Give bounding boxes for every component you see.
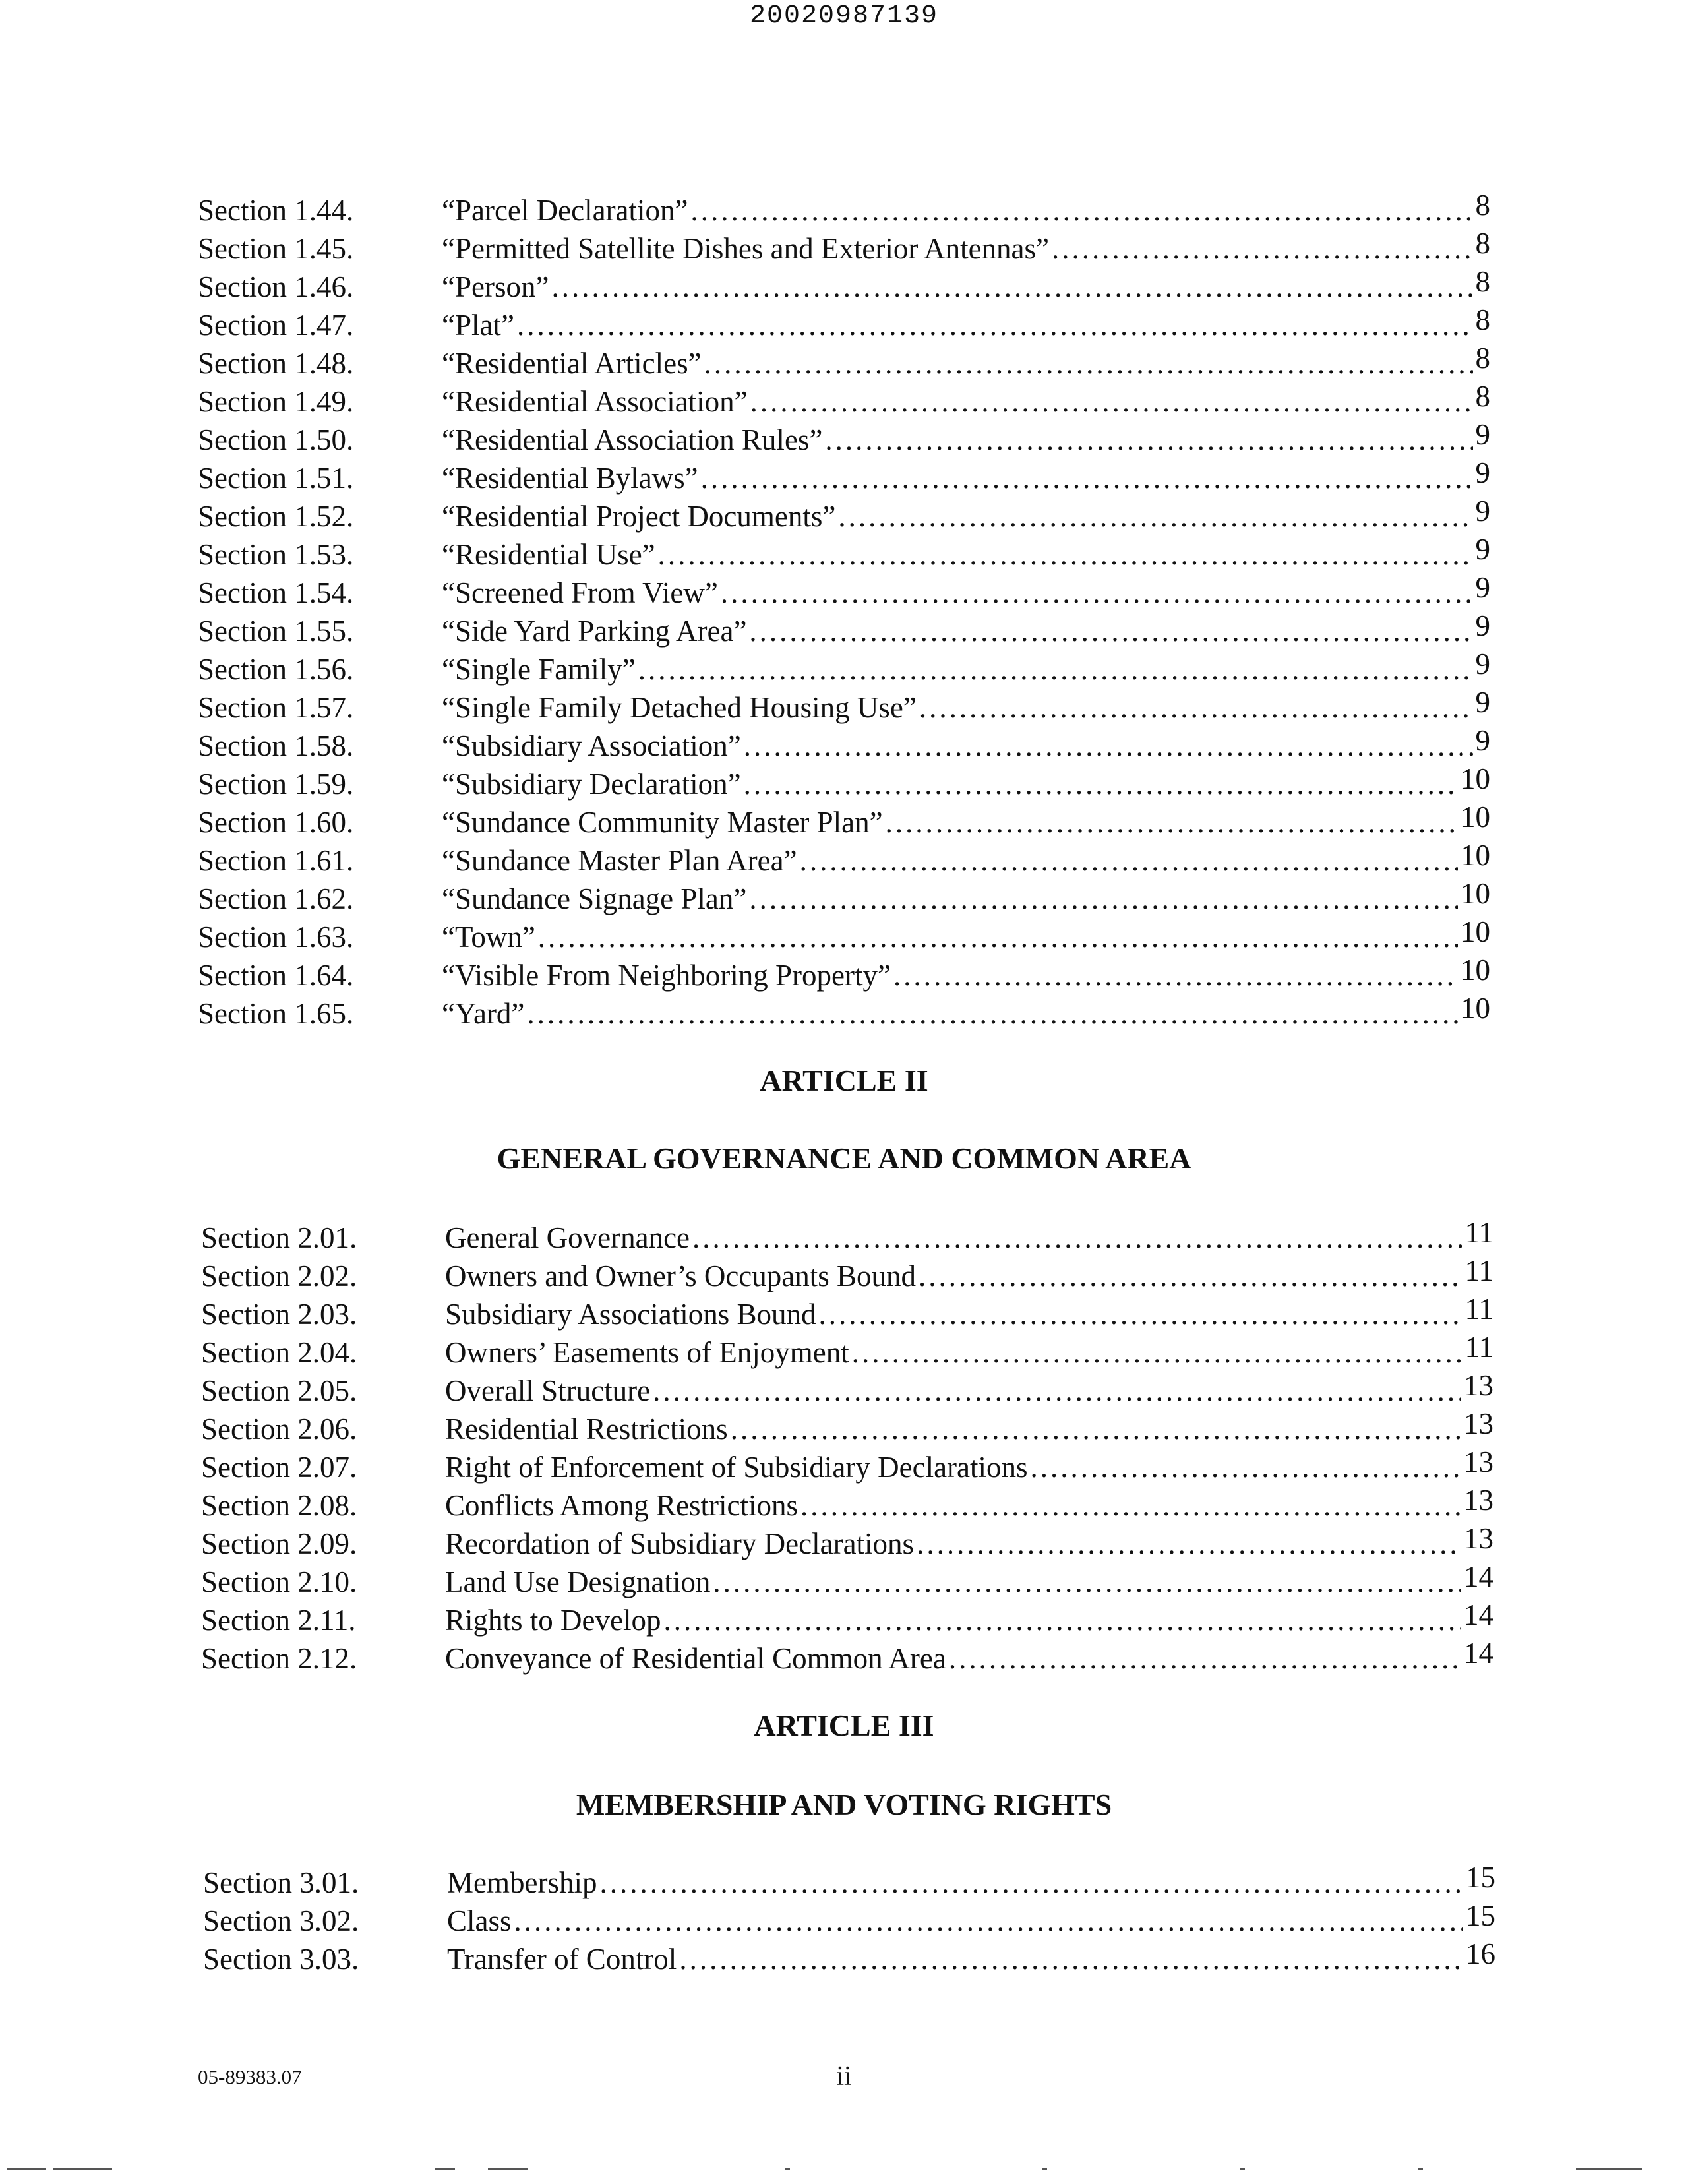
entry-line: [442, 609, 1490, 650]
section-title: “Single Family”: [442, 653, 636, 686]
page-number: 9: [1475, 533, 1490, 566]
dot-leader: [527, 994, 1458, 1033]
section-title: “Plat”: [442, 309, 514, 342]
dot-leader: [599, 1864, 1463, 1902]
toc-entry: [201, 1639, 1493, 1678]
entry-line: [442, 956, 1490, 994]
dot-leader: [852, 1333, 1462, 1372]
entry-line: [442, 418, 1490, 459]
article-3-heading: MEMBERSHIP AND VOTING RIGHTS: [576, 1788, 1112, 1821]
dot-leader: [949, 1639, 1461, 1678]
section-number: Section 1.58.: [198, 729, 354, 762]
page-number: 10: [1461, 992, 1490, 1025]
dot-leader: [744, 727, 1473, 765]
section-title: “Sundance Signage Plan”: [442, 882, 747, 915]
section-number: Section 2.12.: [201, 1642, 357, 1675]
toc-entry: [198, 650, 1490, 688]
dot-leader: [679, 1940, 1463, 1978]
page-number: 11: [1464, 1254, 1493, 1287]
toc-entry: [201, 1407, 1493, 1448]
section-number: Section 1.64.: [198, 959, 354, 992]
entry-line: [445, 1407, 1493, 1448]
section-title: “Residential Association Rules”: [442, 423, 823, 456]
dot-leader: [514, 1902, 1463, 1940]
section-title: “Yard”: [442, 997, 525, 1030]
dot-leader: [721, 574, 1473, 612]
entry-line: [442, 456, 1490, 497]
dot-leader: [701, 459, 1473, 497]
toc-entry: [203, 1937, 1495, 1978]
entry-line: [445, 1522, 1493, 1563]
page-number: 8: [1475, 189, 1490, 222]
entry-line: [442, 650, 1490, 688]
section-number: Section 1.48.: [198, 347, 354, 380]
section-number: Section 2.03.: [201, 1298, 357, 1331]
page-number: 13: [1464, 1522, 1493, 1555]
entry-line: [445, 1333, 1493, 1372]
dot-leader: [800, 841, 1458, 880]
entry-line: [445, 1445, 1493, 1486]
entry-line: [445, 1486, 1493, 1525]
page-number: 14: [1464, 1637, 1493, 1670]
section-title: Conflicts Among Restrictions: [445, 1489, 798, 1522]
page-number: 8: [1475, 265, 1490, 298]
toc-entry: [198, 688, 1490, 727]
toc-entry: [201, 1216, 1493, 1257]
section-title: Subsidiary Associations Bound: [445, 1298, 816, 1331]
section-number: Section 2.04.: [201, 1336, 357, 1369]
section-title: “Town”: [442, 921, 535, 954]
dot-leader: [749, 612, 1472, 650]
toc-entry: [198, 191, 1490, 229]
section-number: Section 1.49.: [198, 385, 354, 418]
entry-line: [442, 877, 1490, 918]
dot-leader: [691, 191, 1473, 229]
section-number: Section 3.01.: [203, 1866, 359, 1899]
dot-leader: [692, 1219, 1462, 1257]
section-title: “Parcel Declaration”: [442, 194, 688, 227]
toc-entry: [201, 1522, 1493, 1563]
section-number: Section 1.60.: [198, 806, 354, 839]
page-number: 8: [1475, 303, 1490, 336]
dot-leader: [663, 1601, 1461, 1639]
dot-leader: [713, 1563, 1461, 1601]
section-number: Section 1.59.: [198, 768, 354, 801]
section-number: Section 2.10.: [201, 1565, 357, 1598]
entry-line: [442, 229, 1490, 268]
page-number: 9: [1475, 571, 1490, 604]
section-title: Membership: [447, 1866, 597, 1899]
entry-line: [442, 803, 1490, 841]
toc-entry: [198, 994, 1490, 1033]
section-title: Overall Structure: [445, 1374, 651, 1407]
toc-entry: [198, 229, 1490, 268]
toc-entry: [198, 418, 1490, 459]
section-number: Section 1.54.: [198, 576, 354, 609]
entry-line: [445, 1254, 1493, 1295]
dot-leader: [551, 268, 1472, 306]
entry-line: [447, 1899, 1495, 1940]
toc-entry: [198, 497, 1490, 535]
entry-line: [442, 303, 1490, 344]
entry-line: [445, 1292, 1493, 1333]
page-number: 13: [1464, 1407, 1493, 1440]
section-number: Section 1.44.: [198, 194, 354, 227]
section-title: “Permitted Satellite Dishes and Exterior Antennas”: [442, 232, 1050, 265]
section-title: Recordation of Subsidiary Declarations: [445, 1527, 915, 1560]
dot-leader: [653, 1372, 1461, 1410]
page-number: 9: [1475, 648, 1490, 681]
section-number: Section 1.47.: [198, 309, 354, 342]
entry-line: [442, 382, 1490, 421]
entry-line: [442, 535, 1490, 574]
page-number: 8: [1475, 380, 1490, 413]
dot-leader: [886, 803, 1458, 841]
section-title: “Subsidiary Association”: [442, 729, 741, 762]
section-title: “Subsidiary Declaration”: [442, 768, 741, 801]
page-number: 13: [1464, 1369, 1493, 1402]
section-number: Section 1.52.: [198, 500, 354, 533]
dot-leader: [1031, 1448, 1461, 1486]
section-number: Section 2.07.: [201, 1451, 357, 1484]
section-number: Section 2.05.: [201, 1374, 357, 1407]
page-number: 9: [1475, 418, 1490, 451]
entry-line: [442, 994, 1490, 1033]
dot-leader: [893, 956, 1458, 994]
dot-leader: [744, 765, 1458, 803]
section-number: Section 1.57.: [198, 691, 354, 724]
section-title: Right of Enforcement of Subsidiary Declarations: [445, 1451, 1028, 1484]
section-number: Section 1.50.: [198, 423, 354, 456]
toc-entry: [198, 609, 1490, 650]
entry-line: [445, 1639, 1493, 1678]
toc-list-article-3: [203, 1861, 1495, 1978]
page-number: 10: [1461, 762, 1490, 795]
toc-entry: [198, 303, 1490, 344]
toc-entry: [198, 571, 1490, 612]
toc-entry: [201, 1598, 1493, 1639]
page-number: 14: [1464, 1560, 1493, 1593]
section-title: “Residential Use”: [442, 538, 655, 571]
entry-line: [442, 762, 1490, 803]
section-number: Section 1.61.: [198, 844, 354, 877]
toc-entry: [198, 877, 1490, 918]
section-title: “Visible From Neighboring Property”: [442, 959, 891, 992]
dot-leader: [538, 918, 1458, 956]
section-title: Residential Restrictions: [445, 1412, 728, 1445]
entry-line: [442, 191, 1490, 229]
section-number: Section 2.06.: [201, 1412, 357, 1445]
entry-line: [442, 688, 1490, 727]
section-number: Section 1.62.: [198, 882, 354, 915]
page-number: 9: [1475, 456, 1490, 489]
page-number: 9: [1475, 686, 1490, 719]
section-title: “Side Yard Parking Area”: [442, 615, 747, 648]
section-title: Conveyance of Residential Common Area: [445, 1642, 946, 1675]
section-title: Owners and Owner’s Occupants Bound: [445, 1259, 917, 1292]
page-number: 13: [1464, 1445, 1493, 1478]
toc-entry: [198, 915, 1490, 956]
section-title: “Residential Bylaws”: [442, 462, 698, 495]
toc-entry: [201, 1445, 1493, 1486]
dot-leader: [658, 535, 1473, 574]
dot-leader: [704, 344, 1473, 382]
document-number: 20020987139: [749, 1, 939, 31]
dot-leader: [917, 1525, 1461, 1563]
page-number: 11: [1464, 1216, 1493, 1249]
section-title: Rights to Develop: [445, 1604, 661, 1637]
toc-entry: [203, 1861, 1495, 1902]
section-number: Section 1.51.: [198, 462, 354, 495]
dot-leader: [919, 688, 1473, 727]
toc-entry: [201, 1369, 1493, 1410]
toc-entry: [198, 382, 1490, 421]
section-number: Section 1.45.: [198, 232, 354, 265]
page-number: 16: [1466, 1937, 1495, 1970]
entry-line: [447, 1937, 1495, 1978]
entry-line: [445, 1369, 1493, 1410]
entry-line: [442, 344, 1490, 382]
dot-leader: [750, 382, 1473, 421]
entry-line: [442, 841, 1490, 880]
dot-leader: [825, 421, 1472, 459]
section-number: Section 1.56.: [198, 653, 354, 686]
toc-entry: [198, 841, 1490, 880]
entry-line: [442, 265, 1490, 306]
article-3-label: ARTICLE III: [754, 1709, 934, 1742]
entry-line: [442, 497, 1490, 535]
section-title: Class: [447, 1904, 512, 1937]
dot-leader: [638, 650, 1473, 688]
page-number: 11: [1464, 1292, 1493, 1325]
page-number: 9: [1475, 724, 1490, 757]
section-title: “Sundance Master Plan Area”: [442, 844, 797, 877]
dot-leader: [819, 1295, 1462, 1333]
page-number: 10: [1461, 954, 1490, 986]
section-number: Section 1.46.: [198, 270, 354, 303]
article-2-label: ARTICLE II: [760, 1064, 928, 1097]
toc-entry: [198, 956, 1490, 994]
section-number: Section 1.55.: [198, 615, 354, 648]
section-title: “Person”: [442, 270, 549, 303]
toc-entry: [201, 1333, 1493, 1372]
section-number: Section 3.02.: [203, 1904, 359, 1937]
toc-entry: [198, 803, 1490, 841]
section-number: Section 1.65.: [198, 997, 354, 1030]
article-2-heading: GENERAL GOVERNANCE AND COMMON AREA: [497, 1141, 1191, 1175]
page-number: 9: [1475, 609, 1490, 642]
section-title: Transfer of Control: [447, 1943, 677, 1976]
section-title: “Residential Articles”: [442, 347, 702, 380]
page-number: 15: [1466, 1899, 1495, 1932]
toc-entry: [201, 1292, 1493, 1333]
section-number: Section 2.01.: [201, 1221, 357, 1254]
entry-line: [445, 1216, 1493, 1257]
toc-entry: [201, 1560, 1493, 1601]
section-title: General Governance: [445, 1221, 690, 1254]
page-number: 11: [1464, 1331, 1493, 1364]
page-number: 10: [1461, 839, 1490, 872]
section-title: Land Use Designation: [445, 1565, 711, 1598]
entry-line: [442, 915, 1490, 956]
section-number: Section 2.09.: [201, 1527, 357, 1560]
section-title: “Sundance Community Master Plan”: [442, 806, 883, 839]
dot-leader: [1052, 229, 1472, 268]
toc-list-article-2: [201, 1216, 1493, 1678]
toc-entry: [198, 456, 1490, 497]
section-number: Section 2.02.: [201, 1259, 357, 1292]
section-title: “Residential Project Documents”: [442, 500, 836, 533]
toc-entry: [198, 762, 1490, 803]
dot-leader: [749, 880, 1458, 918]
page-number: 8: [1475, 342, 1490, 375]
toc-entry: [198, 724, 1490, 765]
page-number: 10: [1461, 915, 1490, 948]
page-number: 9: [1475, 495, 1490, 528]
toc-entry: [198, 535, 1490, 574]
toc-entry: [201, 1486, 1493, 1525]
page-number: 14: [1464, 1598, 1493, 1631]
entry-line: [442, 571, 1490, 612]
toc-entry: [198, 344, 1490, 382]
section-number: Section 2.11.: [201, 1604, 356, 1637]
section-number: Section 3.03.: [203, 1943, 359, 1976]
section-title: “Residential Association”: [442, 385, 748, 418]
dot-leader: [731, 1410, 1461, 1448]
dot-leader: [838, 497, 1472, 535]
toc-entry: [201, 1254, 1493, 1295]
page-number: 10: [1461, 801, 1490, 834]
page-number: 15: [1466, 1861, 1495, 1894]
entry-line: [445, 1560, 1493, 1601]
dot-leader: [517, 306, 1473, 344]
dot-leader: [919, 1257, 1462, 1295]
entry-line: [447, 1861, 1495, 1902]
entry-line: [445, 1598, 1493, 1639]
page-number: 8: [1475, 227, 1490, 260]
section-number: Section 1.63.: [198, 921, 354, 954]
section-title: “Screened From View”: [442, 576, 718, 609]
scan-artifact-marks: [0, 2168, 1688, 2175]
toc-list-article-1: [198, 191, 1490, 1033]
section-title: “Single Family Detached Housing Use”: [442, 691, 917, 724]
toc-entry: [198, 265, 1490, 306]
toc-entry: [203, 1899, 1495, 1940]
page-number: 10: [1461, 877, 1490, 910]
section-title: Owners’ Easements of Enjoyment: [445, 1336, 849, 1369]
entry-line: [442, 724, 1490, 765]
footer-page-number: ii: [836, 2061, 852, 2092]
section-number: Section 1.53.: [198, 538, 354, 571]
page-number: 13: [1464, 1484, 1493, 1517]
section-number: Section 2.08.: [201, 1489, 357, 1522]
dot-leader: [800, 1486, 1461, 1525]
footer-document-code: 05-89383.07: [198, 2065, 302, 2088]
